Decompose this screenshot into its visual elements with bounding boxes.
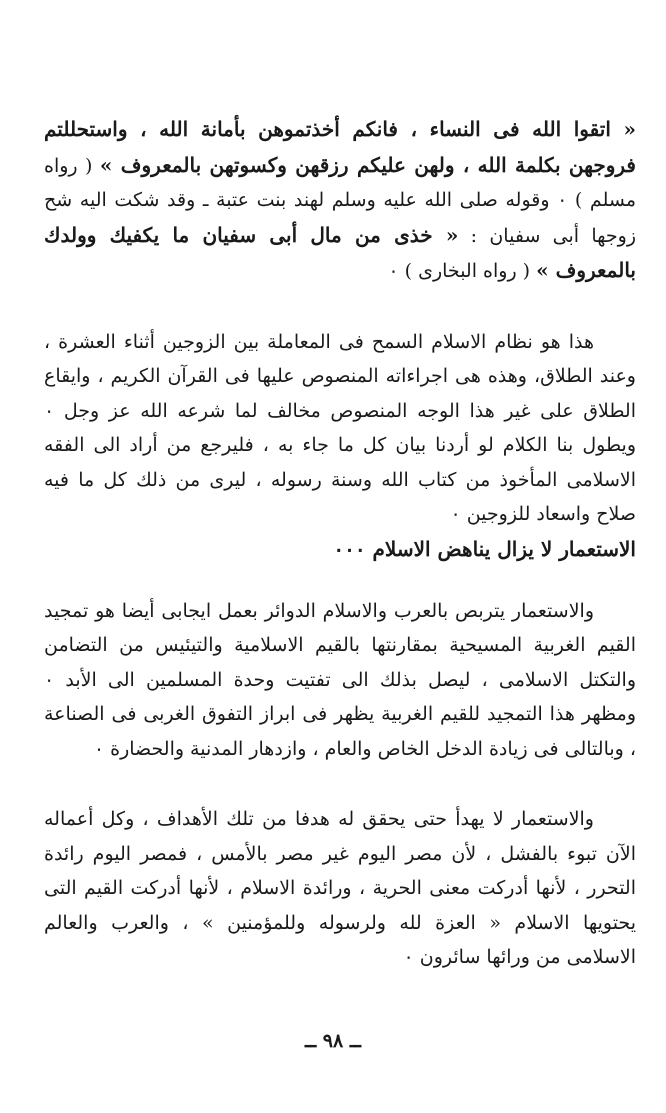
paragraph-islam-system: هذا هو نظام الاسلام السمح فى المعاملة بين الزوجين أثناء العشرة ، وعند الطلاق، وهذه هى اجراءاته المنصوص عليها فى القرآن الكريم ، وايقاع الطلاق على غير هذا الوجه المنصوص مخالف لما شرعه الله عز وجل ٠ ويطول بنا الكلام لو أردنا بيان كل ما جاء به ، فليرجع من أراد الى الفقه الاسلامى المأخوذ من كتاب الله وسنة رسوله ، ليرى من ذلك كل ما فيه صلاح واسعاد للزوجين ٠ bbox=[44, 330, 636, 525]
paragraph-egypt-today: والاستعمار لا يهدأ حتى يحقق له هدفا من تلك الأهداف ، وكل أعماله الآن تبوء بالفشل ، لأن مصر اليوم غير مصر بالأمس ، فمصر اليوم رائدة التحرر ، لأنها أدركت معنى الحرية ، ورائدة الاسلام ، لأنها أدركت القيم التى يحتويها الاسلام « العزة لله ولرسوله وللمؤمنين » ، والعرب والعالم الاسلامى من ورائها سائرون ٠ bbox=[44, 808, 636, 968]
page-number: ــ ٩٨ ــ bbox=[305, 1030, 361, 1052]
hadith-quote-women: « اتقوا الله فى النساء ، فانكم أخذتموهن بأمانة الله ، واستحللتم فروجهن بكلمة الله ، ولهن عليكم رزقهن وكسوتهن بالمعروف » bbox=[44, 117, 636, 177]
hadith-source-muslim: ( رواه مسلم ) ٠ وقوله صلى الله عليه وسلم لهند بنت عتبة ـ وقد شكت اليه شح زوجها أبى سفيان : bbox=[44, 154, 636, 247]
paragraph-hadith bbox=[44, 112, 636, 289]
paragraph-colonialism: والاستعمار يتربص بالعرب والاسلام الدوائر بعمل ايجابى أيضا هو تمجيد القيم الغربية المسيحية بمقارنتها بالقيم الاسلامية والتيئيس من التضامن والتكتل الاسلامى ، ليصل بذلك الى تفتيت وحدة المسلمين الى الأبد ٠ ومظهر هذا التمجيد للقيم الغربية يظهر فى ابراز التفوق الغربى فى الصناعة ، وبالتالى فى زيادة الدخل الخاص والعام ، وازدهار المدنية والحضارة ٠ bbox=[44, 599, 636, 760]
hadith-source-bukhari: ( رواه البخارى ) ٠ bbox=[388, 260, 531, 282]
section-heading: الاستعمار لا يزال يناهض الاسلام ٠٠٠ bbox=[333, 536, 636, 561]
page-content bbox=[44, 112, 636, 975]
hadith-quote-hind: « خذى من مال أبى سفيان ما يكفيك وولدك بالمعروف » bbox=[44, 222, 636, 282]
